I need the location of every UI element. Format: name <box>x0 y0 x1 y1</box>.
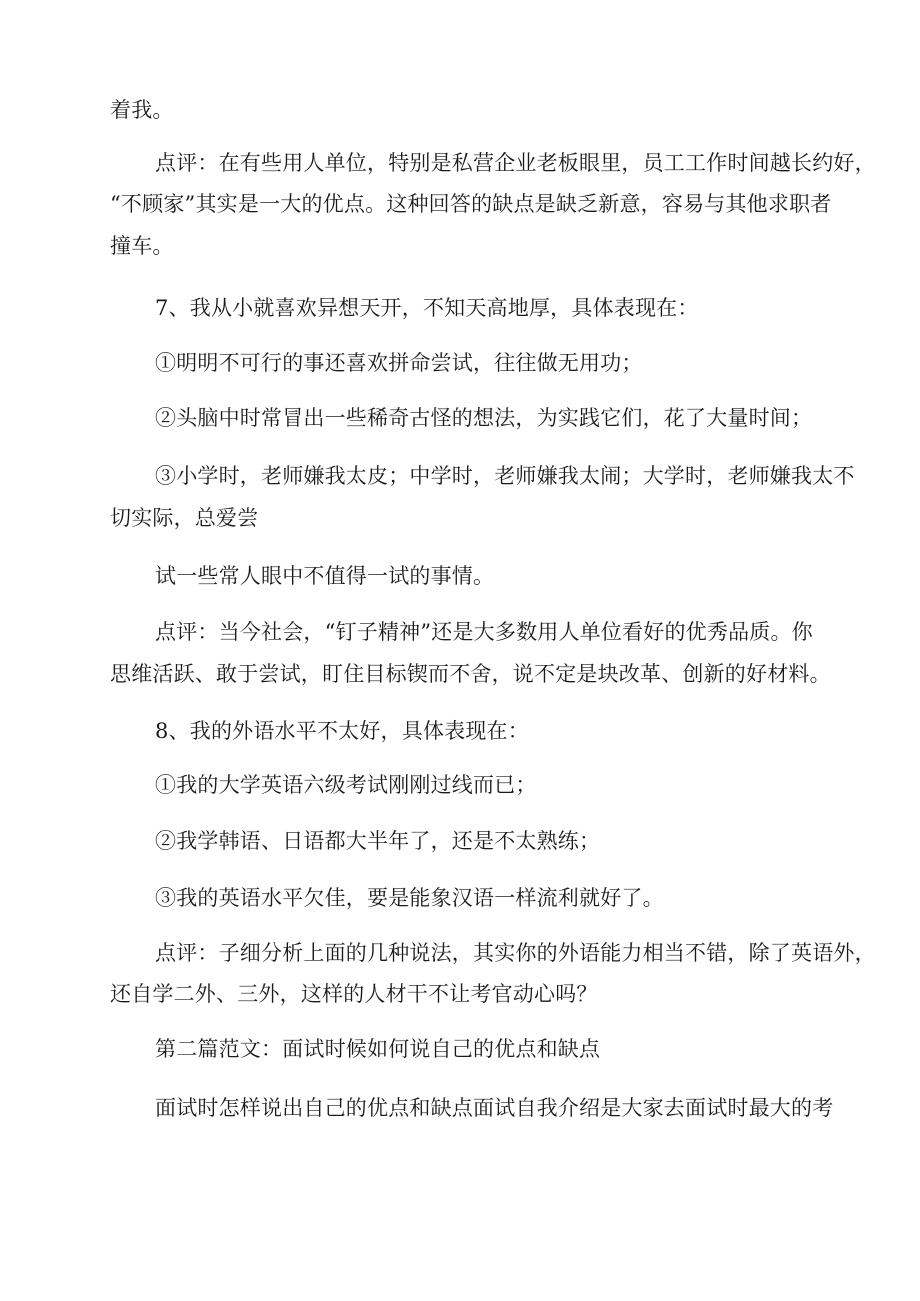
text-line: ③小学时，老师嫌我太皮；中学时，老师嫌我太闹；大学时，老师嫌我太不 <box>155 464 855 488</box>
text-line: 8、我的外语水平不太好，具体表现在： <box>155 719 529 743</box>
text-line: ①明明不可行的事还喜欢拼命尝试，往往做无用功； <box>155 351 643 375</box>
text-line: 点评：子细分析上面的几种说法，其实你的外语能力相当不错，除了英语外， <box>155 941 876 965</box>
text-line: 撞车。 <box>110 234 174 258</box>
text-line: 7、我从小就喜欢异想天开，不知天高地厚，具体表现在： <box>155 296 699 320</box>
text-line: “不顾家”其实是一大的优点。这种回答的缺点是缺乏新意，容易与其他求职者 <box>110 192 832 216</box>
text-line: ③我的英语水平欠佳，要是能象汉语一样流利就好了。 <box>155 886 664 910</box>
text-line: 第二篇范文：面试时候如何说自己的优点和缺点 <box>155 1037 601 1061</box>
text-line: 面试时怎样说出自己的优点和缺点面试自我介绍是大家去面试时最大的考 <box>155 1096 834 1120</box>
text-line: 点评：在有些用人单位，特别是私营企业老板眼里，员工工作时间越长约好， <box>155 151 876 175</box>
text-line: ①我的大学英语六级考试刚刚过线而已； <box>155 773 537 797</box>
text-line: 切实际，总爱尝 <box>110 506 259 530</box>
text-line: ②头脑中时常冒出一些稀奇古怪的想法，为实践它们，花了大量时间； <box>155 406 813 430</box>
text-line: ②我学韩语、日语都大半年了，还是不太熟练； <box>155 829 601 853</box>
text-line: 思维活跃、敢于尝试，盯住目标锲而不舍，说不定是块改革、创新的好材料。 <box>110 662 831 686</box>
text-line: 着我。 <box>110 98 174 122</box>
text-line: 还自学二外、三外，这样的人材干不让考官动心吗？ <box>110 982 598 1006</box>
text-line: 试一些常人眼中不值得一试的事情。 <box>155 564 495 588</box>
text-line: 点评：当今社会，“钉子精神”还是大多数用人单位看好的优秀品质。你 <box>155 620 813 644</box>
